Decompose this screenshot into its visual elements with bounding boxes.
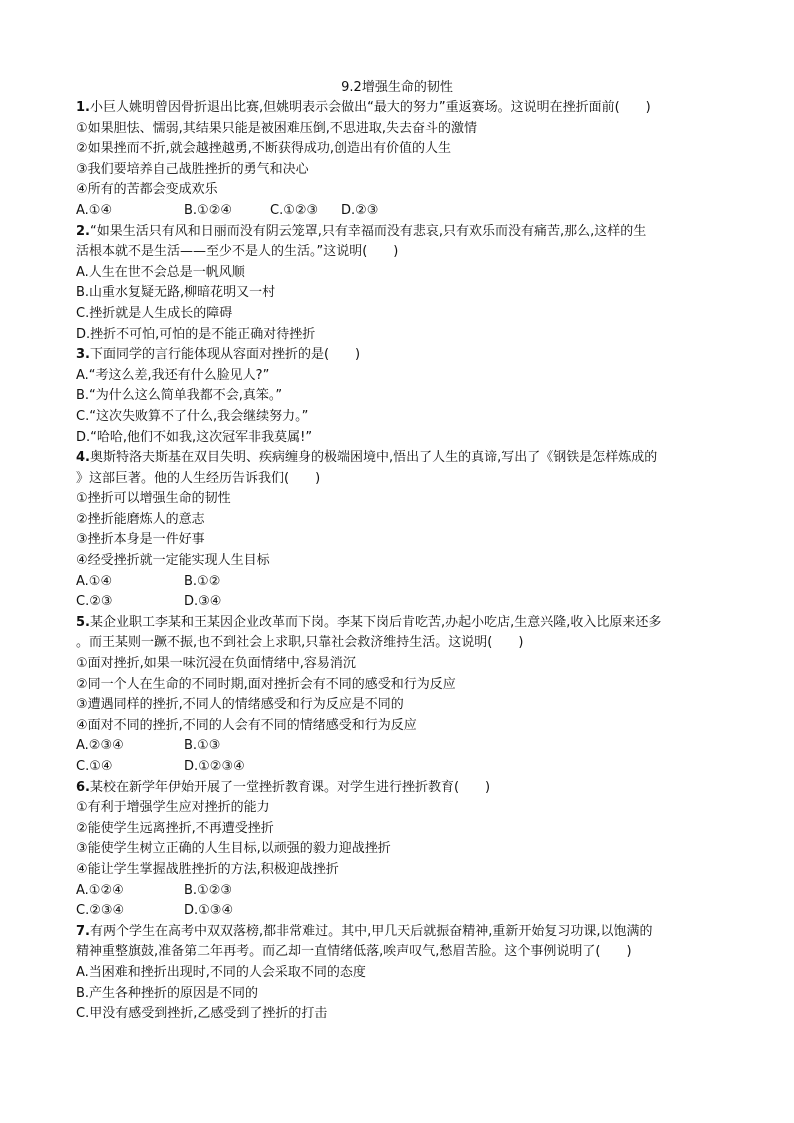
question-1 xyxy=(76,98,726,222)
option-d[interactable]: D.“哈哈,他们不如我,这次冠军非我莫属!” xyxy=(76,429,313,445)
question-number: 3. xyxy=(76,347,90,363)
option-a[interactable]: A.①②④ xyxy=(76,882,124,898)
option-c[interactable]: C.①④ xyxy=(76,759,113,774)
answer-options xyxy=(76,901,726,922)
statement-item: ③我们要培养自己战胜挫折的勇气和决心 xyxy=(76,161,309,177)
statement-item: ②能使学生远离挫折,不再遭受挫折 xyxy=(76,820,274,836)
question-stem: 4.奥斯特洛夫斯基在双目失明、疾病缠身的极端困境中,悟出了人生的真谛,写出了《钢铁是怎样炼成的 xyxy=(76,450,658,466)
statement-item: ④面对不同的挫折,不同的人会有不同的情绪感受和行为反应 xyxy=(76,717,417,733)
answer-options xyxy=(76,592,726,613)
answer-options xyxy=(76,881,726,902)
statement-item: ③遭遇同样的挫折,不同人的情绪感受和行为反应是不同的 xyxy=(76,697,404,713)
option-d[interactable]: D.②③ xyxy=(341,202,379,218)
option-a[interactable]: A.①④ xyxy=(76,573,113,589)
question-number: 4. xyxy=(76,450,90,466)
page-title: 9.2增强生命的韧性 xyxy=(341,80,453,95)
question-stem: 1.小巨人姚明曾因骨折退出比赛,但姚明表示会做出“最大的努力”重返赛场。这说明在挫折面前( ) xyxy=(76,100,651,115)
option-b[interactable]: B.①②④ xyxy=(184,202,233,218)
question-5 xyxy=(76,613,726,778)
question-stem-continued: 。而王某则一蹶不振,也不到社会上求职,只靠社会救济维持生活。这说明( ) xyxy=(76,635,524,651)
option-b[interactable]: B.①② xyxy=(184,573,221,589)
statement-item: ③挫折本身是一件好事 xyxy=(76,532,205,548)
option-d[interactable]: D.①③④ xyxy=(184,903,234,919)
option-d[interactable]: D.①②③④ xyxy=(184,759,245,774)
option-a[interactable]: A.当困难和挫折出现时,不同的人会采取不同的态度 xyxy=(76,964,366,980)
question-6 xyxy=(76,778,726,922)
statement-item: ①如果胆怯、懦弱,其结果只能是被困难压倒,不思进取,失去奋斗的激情 xyxy=(76,120,478,136)
option-b[interactable]: B.①②③ xyxy=(184,882,233,898)
option-d[interactable]: D.③④ xyxy=(184,594,222,610)
question-number: 5. xyxy=(76,614,90,630)
option-b[interactable]: B.山重水复疑无路,柳暗花明又一村 xyxy=(76,285,276,301)
answer-options xyxy=(76,572,726,593)
option-b[interactable]: B.“为什么这么简单我都不会,真笨。” xyxy=(76,388,283,404)
option-a[interactable]: A.②③④ xyxy=(76,738,124,754)
statement-item: ①面对挫折,如果一味沉浸在负面情绪中,容易消沉 xyxy=(76,656,356,672)
question-number: 7. xyxy=(76,923,90,939)
option-a[interactable]: A.人生在世不会总是一帆风顺 xyxy=(76,264,245,280)
statement-item: ④能让学生掌握战胜挫折的方法,积极迎战挫折 xyxy=(76,861,339,877)
option-c[interactable]: C.挫折就是人生成长的障碍 xyxy=(76,305,233,321)
question-4 xyxy=(76,448,726,613)
statement-item: ①挫折可以增强生命的韧性 xyxy=(76,491,231,507)
question-stem: 6.某校在新学年伊始开展了一堂挫折教育课。对学生进行挫折教育( ) xyxy=(76,779,491,795)
option-c[interactable]: C.②③④ xyxy=(76,903,125,919)
option-d[interactable]: D.挫折不可怕,可怕的是不能正确对待挫折 xyxy=(76,326,316,342)
answer-options xyxy=(76,736,726,757)
question-stem-continued: 活根本就不是生活——至少不是人的生活。”这说明( ) xyxy=(76,244,399,260)
statement-item: ②挫折能磨炼人的意志 xyxy=(76,511,205,527)
question-stem-continued: 》这部巨著。他的人生经历告诉我们( ) xyxy=(76,470,321,486)
question-stem-continued: 精神重整旗鼓,准备第二年再考。而乙却一直情绪低落,唉声叹气,愁眉苦脸。这个事例说明了( ) xyxy=(76,944,632,960)
question-number: 2. xyxy=(76,223,90,239)
statement-item: ④所有的苦都会变成欢乐 xyxy=(76,182,218,198)
question-7 xyxy=(76,922,726,1025)
statement-item: ①有利于增强学生应对挫折的能力 xyxy=(76,800,270,816)
question-2 xyxy=(76,222,726,346)
option-c[interactable]: C.“这次失败算不了什么,我会继续努力。” xyxy=(76,408,309,424)
question-3 xyxy=(76,345,726,448)
question-stem: 7.有两个学生在高考中双双落榜,都非常难过。其中,甲几天后就振奋精神,重新开始复习功课,以饱满的 xyxy=(76,923,653,939)
question-number: 1. xyxy=(76,100,90,115)
question-number: 6. xyxy=(76,779,90,795)
option-c[interactable]: C.甲没有感受到挫折,乙感受到了挫折的打击 xyxy=(76,1006,328,1022)
option-c[interactable]: C.①②③ xyxy=(270,202,319,218)
option-a[interactable]: A.“考这么差,我还有什么脸见人?” xyxy=(76,367,270,383)
question-stem: 3.下面同学的言行能体现从容面对挫折的是( ) xyxy=(76,347,361,363)
statement-item: ③能使学生树立正确的人生目标,以顽强的毅力迎战挫折 xyxy=(76,841,391,857)
statement-item: ②同一个人在生命的不同时期,面对挫折会有不同的感受和行为反应 xyxy=(76,676,456,692)
question-stem: 5.某企业职工李某和王某因企业改革而下岗。李某下岗后肯吃苦,办起小吃店,生意兴隆,收入比原来还多 xyxy=(76,614,662,630)
question-list xyxy=(76,98,726,1025)
option-b[interactable]: B.①③ xyxy=(184,738,221,754)
answer-options xyxy=(76,757,726,778)
statement-item: ②如果挫而不折,就会越挫越勇,不断获得成功,创造出有价值的人生 xyxy=(76,141,452,157)
question-stem: 2.“如果生活只有风和日丽而没有阴云笼罩,只有幸福而没有悲哀,只有欢乐而没有痛苦,那么,这样的生 xyxy=(76,223,647,239)
statement-item: ④经受挫折就一定能实现人生目标 xyxy=(76,553,270,569)
option-b[interactable]: B.产生各种挫折的原因是不同的 xyxy=(76,985,259,1001)
option-c[interactable]: C.②③ xyxy=(76,594,113,610)
option-a[interactable]: A.①④ xyxy=(76,202,113,218)
answer-options xyxy=(76,201,726,222)
